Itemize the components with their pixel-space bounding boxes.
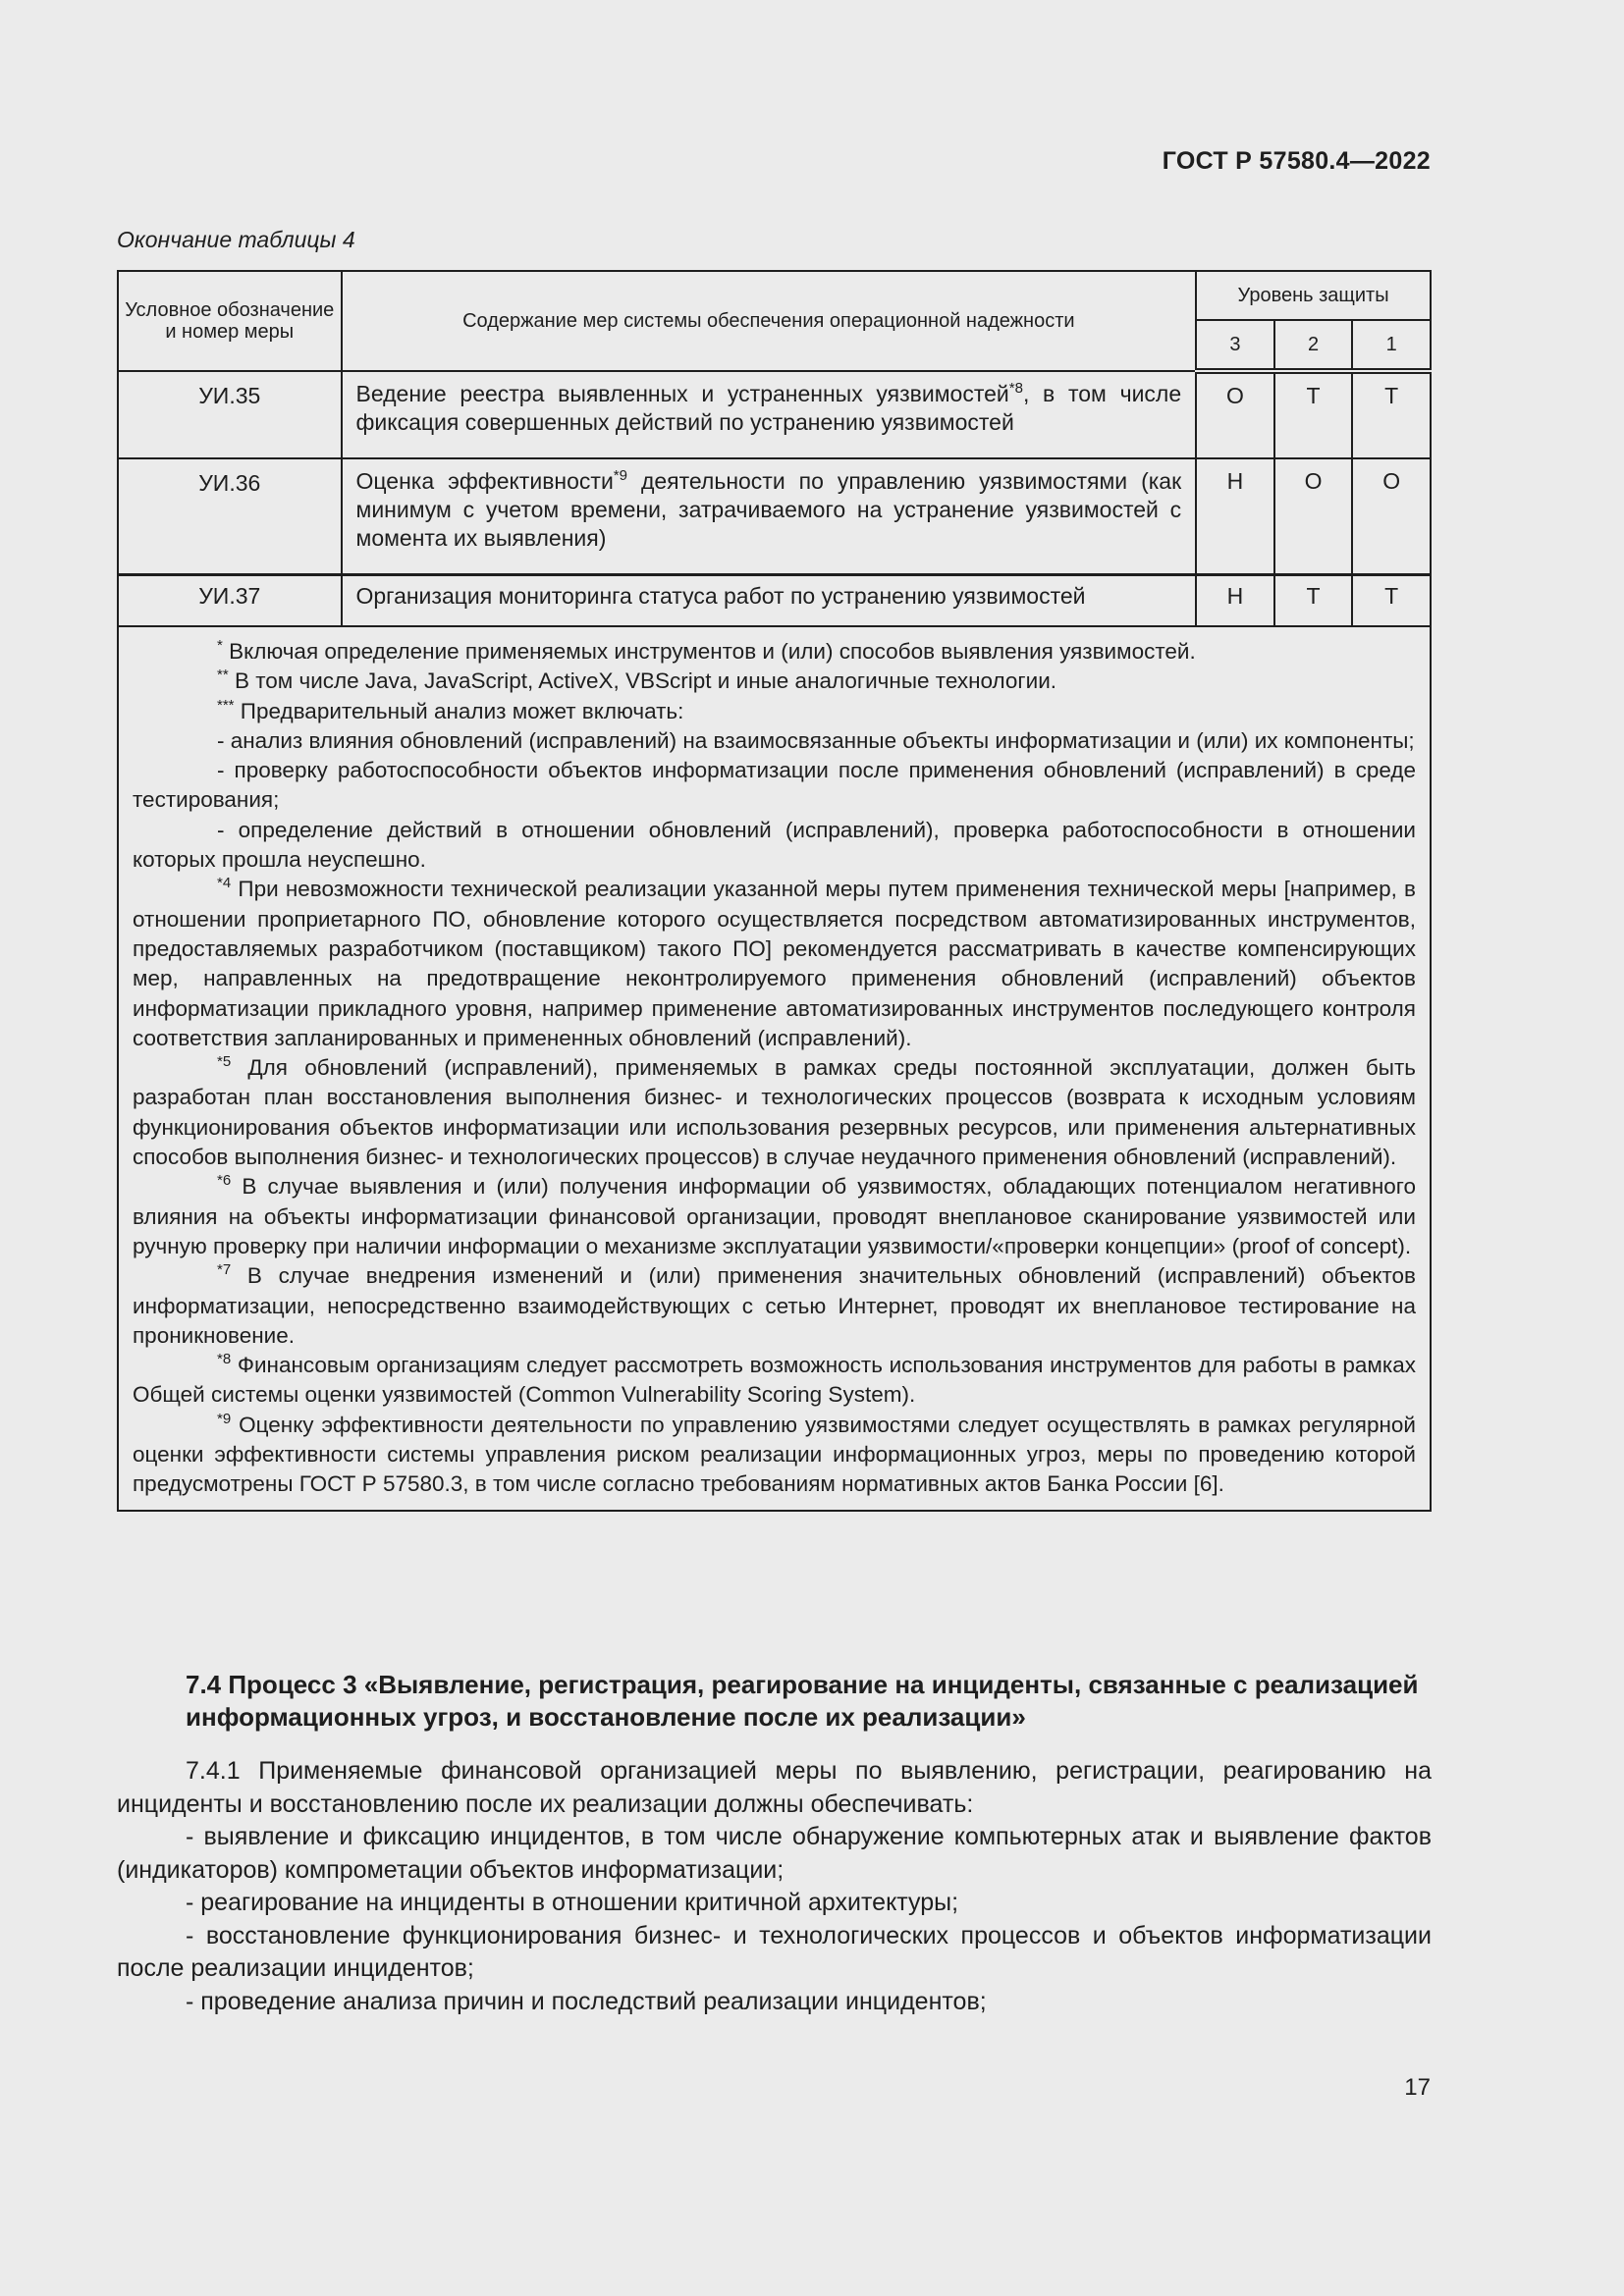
footnote-ref: *9	[613, 467, 627, 484]
table-footnotes	[118, 626, 1431, 1511]
column-header-code: Условное обозначение и номер меры	[118, 271, 342, 371]
measure-code: УИ.36	[118, 458, 342, 575]
level-number-2: 2	[1274, 320, 1353, 371]
level-value: Н	[1196, 458, 1274, 575]
footnote-list-item: - анализ влияния обновлений (исправлений) на взаимосвязанные объекты информатизации и (или) их компоненты;	[217, 727, 1415, 753]
column-header-content: Содержание мер системы обеспечения операционной надежности	[342, 271, 1197, 371]
level-value: Т	[1274, 371, 1353, 458]
list-item: - выявление и фиксацию инцидентов, в том числе обнаружение компьютерных атак и выявление фактов (индикаторов) компрометации объектов информатизации;	[117, 1823, 1432, 1884]
level-value: Т	[1352, 371, 1431, 458]
measures-table	[117, 270, 1432, 1512]
list-item: - восстановление функционирования бизнес- и технологических процессов и объектов информатизации после реализации инцидентов;	[117, 1921, 1432, 1982]
footnote: $^{*7}$ В случае внедрения изменений и (или) применения значительных обновлений (исправлений) объектов информатизации, непосредственно взаимодействующих с сетью Интернет, проводят их внеплановое тестирование на проникновение.	[133, 1261, 1416, 1348]
footnote-list-item: - определение действий в отношении обновлений (исправлений), проверка работоспособности в отношении которых прошла неуспешно.	[133, 817, 1416, 873]
measure-content: Ведение реестра выявленных и устраненных уязвимостей$^{*8}$, в том числе фиксация совершенных действий по устранению уязвимостей	[342, 371, 1197, 458]
measure-content: Организация мониторинга статуса работ по устранению уязвимостей	[342, 575, 1197, 627]
page-number: 17	[1404, 2074, 1431, 2101]
level-value: О	[1274, 458, 1353, 575]
list-item: - реагирование на инциденты в отношении критичной архитектуры;	[186, 1889, 959, 1916]
table-row	[118, 371, 1431, 458]
footnote: $^{*5}$ Для обновлений (исправлений), применяемых в рамках среды постоянной эксплуатации, должен быть разработан план восстановления выполнения бизнес- и технологических процессов (возврата к исходным условиям функционирования объектов информатизации или использования резервных ресурсов, или применения альтернативных способов выполнения бизнес- и технологических процессов) в случае неудачного применения обновлений (исправлений).	[133, 1053, 1416, 1170]
footnote: $^{*8}$ Финансовым организациям следует рассмотреть возможность использования инструментов для работы в рамках Общей системы оценки уязвимостей (Common Vulnerability Scoring System).	[133, 1351, 1416, 1408]
footnote: *** Предварительный анализ может включать:	[217, 696, 684, 723]
table-notes-row	[118, 626, 1431, 1511]
level-number-3: 3	[1196, 320, 1274, 371]
section-7-4	[117, 1669, 1432, 2018]
footnote: * Включая определение применяемых инструментов и (или) способов выявления уязвимостей.	[217, 637, 1196, 664]
table-caption: Окончание таблицы 4	[117, 227, 355, 252]
document-standard-header: ГОСТ Р 57580.4—2022	[1162, 147, 1431, 175]
column-header-protection-level: Уровень защиты	[1196, 271, 1431, 320]
footnote: $^{*6}$ В случае выявления и (или) получения информации об уязвимостях, обладающих потенциалом негативного влияния на объекты информатизации финансовой организации, проводят внеплановое сканирование уязвимостей или ручную проверку при наличии информации о механизме эксплуатации уязвимости/«проверки концепции» (proof of concept).	[133, 1172, 1416, 1258]
level-number-1: 1	[1352, 320, 1431, 371]
level-value: Н	[1196, 575, 1274, 627]
paragraph: 7.4.1 Применяемые финансовой организацией меры по выявлению, регистрации, реагированию на инциденты и восстановлению после их реализации должны обеспечивать:	[117, 1757, 1432, 1818]
footnote: ** В том числе Java, JavaScript, ActiveX, VBScript и иные аналогичные технологии.	[217, 667, 1057, 694]
measure-code: УИ.37	[118, 575, 342, 627]
table-row	[118, 458, 1431, 575]
footnote-ref: *8	[1008, 380, 1023, 397]
level-value: Т	[1274, 575, 1353, 627]
section-heading: 7.4 Процесс 3 «Выявление, регистрация, реагирование на инциденты, связанные с реализацией информационных угроз, и восстановление после их реализации»	[186, 1670, 1419, 1732]
measure-content: Оценка эффективности$^{*9}$ деятельности по управлению уязвимостями (как минимум с учетом времени, затрачиваемого на устранение уязвимостей с момента их выявления)	[342, 458, 1197, 575]
level-value: Т	[1352, 575, 1431, 627]
footnote: $^{*4}$ При невозможности технической реализации указанной меры путем применения технической меры [например, в отношении проприетарного ПО, обновление которого осуществляется посредством автоматизированных инструментов, предоставляемых разработчиком (поставщиком) такого ПО] рекомендуется рассматривать в качестве компенсирующих мер, направленных на предотвращение неконтролируемого применения обновлений (исправлений) объектов информатизации прикладного уровня, например применение автоматизированных инструментов последующего контроля соответствия запланированных и примененных обновлений (исправлений).	[133, 875, 1416, 1050]
footnote: $^{*9}$ Оценку эффективности деятельности по управлению уязвимостями следует осуществлять в рамках регулярной оценки эффективности системы управления риском реализации информационных угроз, меры по проведению которой предусмотрены ГОСТ Р 57580.3, в том числе согласно требованиям нормативных актов Банка России [6].	[133, 1410, 1416, 1497]
level-value: О	[1196, 371, 1274, 458]
list-item: - проведение анализа причин и последствий реализации инцидентов;	[186, 1987, 987, 2015]
footnote-list-item: - проверку работоспособности объектов информатизации после применения обновлений (исправлений) в среде тестирования;	[133, 758, 1416, 813]
table-row	[118, 575, 1431, 627]
level-value: О	[1352, 458, 1431, 575]
measure-code: УИ.35	[118, 371, 342, 458]
